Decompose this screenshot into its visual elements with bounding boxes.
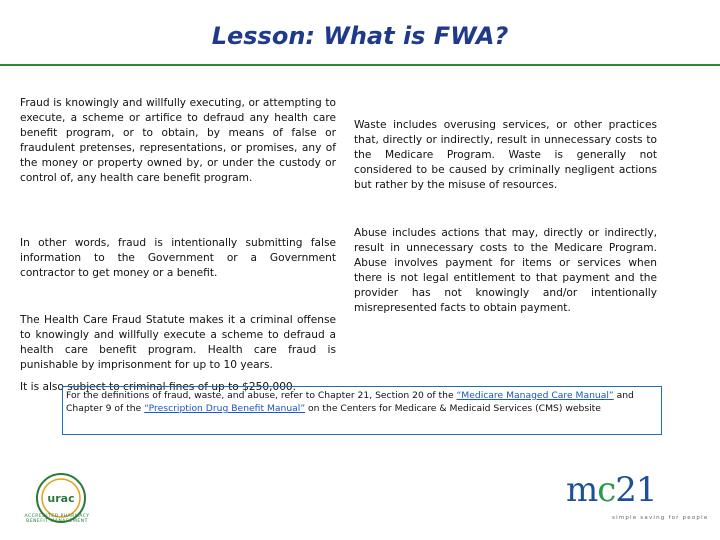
mc21-number: 21: [615, 470, 657, 510]
fraud-fines: It is also subject to criminal fines of up to $250,000.: [20, 381, 297, 393]
title-divider: [0, 64, 720, 66]
reference-footnote: [62, 386, 662, 435]
page-title: Lesson: What is FWA?: [211, 22, 509, 50]
footnote-text-3: on the Centers for Medicare & Medicaid Services (CMS) website: [305, 403, 601, 414]
abuse-definition: Abuse includes actions that may, directly or indirectly, result in unnecessary costs to the Medicare Program. Abuse involves payment for items or services when there is not legal entitlement to that payment and the provider has not knowingly and/or intentionally misrepresented facts to obtain payment.: [354, 227, 657, 314]
medicare-managed-care-manual-link[interactable]: “Medicare Managed Care Manual”: [456, 390, 614, 401]
fraud-definition: Fraud is knowingly and willfully executing, or attempting to execute, a scheme or artifice to defraud any health care benefit program, or to obtain, by means of false or fraudulent pretenses, representations, or promises, any of the money or property owned by, or under the custody or control of, any health care benefit program.: [20, 97, 336, 184]
prescription-drug-benefit-manual-link[interactable]: “Prescription Drug Benefit Manual”: [144, 403, 306, 414]
urac-caption: ACCREDITED PHARMACY BENEFIT MANAGEMENT: [24, 514, 90, 524]
urac-wordmark: urac: [47, 492, 75, 505]
footnote-text-1: For the definitions of fraud, waste, and abuse, refer to Chapter 21, Section 20 of the: [66, 390, 457, 401]
footnote-text-2: and Chapter 9 of the: [66, 390, 634, 414]
mc21-tagline: simple saving for people: [612, 515, 709, 521]
fraud-statute: The Health Care Fraud Statute makes it a criminal offense to knowingly and willfully execute a scheme to defraud a health care benefit program. Health care fraud is punishable by imprisonment for up to 10 years.: [20, 314, 336, 371]
mc21-logo: [566, 470, 657, 510]
waste-definition: Waste includes overusing services, or other practices that, directly or indirectly, result in unnecessary costs to the Medicare Program. Waste is generally not considered to be caused by criminally negligent actions but rather by the misuse of resources.: [354, 119, 657, 191]
mc21-prefix: m: [566, 470, 598, 510]
mc21-c: c: [597, 470, 616, 510]
fraud-plain-language: In other words, fraud is intentionally submitting false information to the Government or a Government contractor to get money or a benefit.: [20, 237, 336, 279]
